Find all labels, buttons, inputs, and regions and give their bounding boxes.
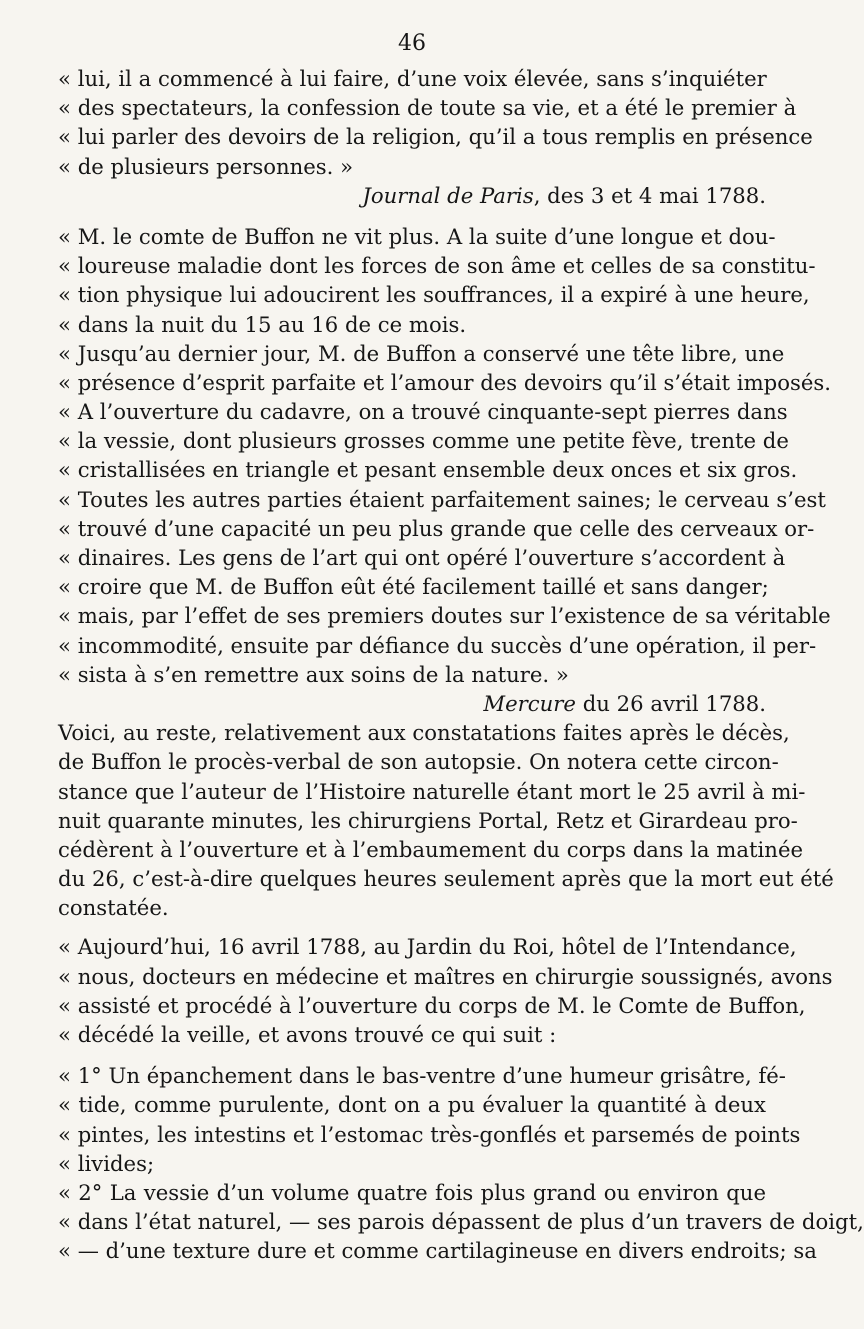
text-line: nuit quarante minutes, les chirurgiens Portal, Retz et Girardeau pro-: [58, 807, 798, 833]
citation-line: [58, 689, 766, 718]
text-line: « 1° Un épanchement dans le bas-ventre d’une humeur grisâtre, fé-: [58, 1063, 786, 1089]
text-line: « incommodité, ensuite par défiance du succès d’une opération, il per-: [58, 632, 817, 658]
text-line: « dinaires. Les gens de l’art qui ont opéré l’ouverture s’accordent à: [58, 545, 786, 570]
citation-date: , des 3 et 4 mai 1788.: [533, 182, 766, 208]
text-line: « tion physique lui adoucirent les souffrances, il a expiré à une heure,: [58, 282, 810, 308]
text-line: « pintes, les intestins et l’estomac très-gonflés et parsemés de points: [58, 1121, 801, 1147]
text-line: cédèrent à l’ouverture et à l’embaumement du corps dans la matinée: [58, 836, 804, 862]
citation-source: Journal de Paris: [362, 182, 534, 208]
text-line: « A l’ouverture du cadavre, on a trouvé cinquante-sept pierres dans: [58, 399, 788, 425]
text-line: « trouvé d’une capacité un peu plus grande que celle des cerveaux or-: [58, 515, 815, 541]
text-line: « loureuse maladie dont les forces de son âme et celles de sa constitu-: [58, 253, 816, 279]
text-line: « de plusieurs personnes. »: [58, 153, 354, 179]
text-line: « des spectateurs, la confession de toute sa vie, et a été le premier à: [58, 95, 797, 121]
text-line: Voici, au reste, relativement aux constatations faites après le décès,: [58, 720, 790, 746]
text-line: « Jusqu’au dernier jour, M. de Buffon a conservé une tête libre, une: [58, 340, 785, 366]
text-line: stance que l’auteur de l’Histoire naturelle étant mort le 25 avril à mi-: [58, 778, 806, 804]
page-number: 46: [398, 31, 426, 56]
text-line: « M. le comte de Buffon ne vit plus. A la suite d’une longue et dou-: [58, 223, 776, 249]
text-line: « décédé la veille, et avons trouvé ce qui suit :: [58, 1022, 557, 1047]
text-body: [58, 64, 864, 1266]
citation-date: du 26 avril 1788.: [575, 690, 766, 716]
text-line: « — d’une texture dure et comme cartilagineuse en divers endroits; sa: [58, 1238, 817, 1264]
text-line: « croire que M. de Buffon eût été facilement taillé et sans danger;: [58, 574, 769, 600]
block-gap: [58, 1049, 766, 1061]
text-line: « mais, par l’effet de ses premiers doutes sur l’existence de sa véritable: [58, 603, 831, 629]
text-line: « la vessie, dont plusieurs grosses comme une petite fève, trente de: [58, 428, 789, 454]
text-line: « dans l’état naturel, — ses parois dépassent de plus d’un travers de doigt,: [58, 1209, 864, 1235]
citation-source: Mercure: [483, 690, 576, 716]
text-line: constatée.: [58, 895, 169, 921]
text-line: « nous, docteurs en médecine et maîtres en chirurgie soussignés, avons: [58, 963, 833, 989]
text-line: « 2° La vessie d’un volume quatre fois plus grand ou environ que: [58, 1179, 766, 1205]
block-gap: [58, 922, 766, 932]
text-line: « cristallisées en triangle et pesant ensemble deux onces et six gros.: [58, 457, 798, 483]
text-line: « assisté et procédé à l’ouverture du corps de M. le Comte de Buffon,: [58, 992, 806, 1018]
block-gap: [58, 210, 766, 222]
text-line: du 26, c’est-à-dire quelques heures seulement après que la mort eut été: [58, 866, 834, 892]
text-line: « lui, il a commencé à lui faire, d’une voix élevée, sans s’inquiéter: [58, 66, 767, 91]
text-line: « sista à s’en remettre aux soins de la nature. »: [58, 661, 569, 687]
citation-line: [58, 181, 766, 210]
text-line: de Buffon le procès-verbal de son autopsie. On notera cette circon-: [58, 749, 779, 775]
text-line: « tide, comme purulente, dont on a pu évaluer la quantité à deux: [58, 1092, 766, 1118]
text-line: « Toutes les autres parties étaient parfaitement saines; le cerveau s’est: [58, 486, 826, 512]
text-line: « livides;: [58, 1150, 155, 1176]
text-line: « lui parler des devoirs de la religion, qu’il a tous remplis en présence: [58, 124, 813, 150]
text-line: « dans la nuit du 15 au 16 de ce mois.: [58, 311, 467, 337]
text-line: « Aujourd’hui, 16 avril 1788, au Jardin du Roi, hôtel de l’Intendance,: [58, 934, 797, 960]
text-line: « présence d’esprit parfaite et l’amour des devoirs qu’il s’était imposés.: [58, 369, 832, 395]
